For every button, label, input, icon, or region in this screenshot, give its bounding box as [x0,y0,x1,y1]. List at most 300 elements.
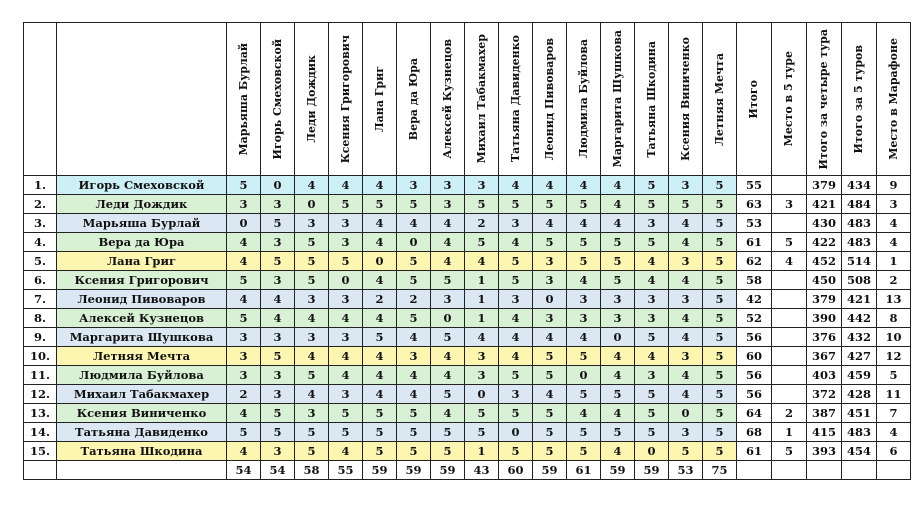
score-cell: 3 [635,214,669,233]
score-cell: 5 [397,309,431,328]
total-cell: 68 [737,423,772,442]
total5-cell: 432 [842,328,877,347]
total-cell: 56 [737,366,772,385]
marathon-cell: 7 [877,404,911,423]
score-cell: 3 [261,385,295,404]
score-cell: 5 [635,385,669,404]
marathon-cell: 12 [877,347,911,366]
score-cell: 3 [329,214,363,233]
score-cell: 5 [533,347,567,366]
score-cell: 3 [669,252,703,271]
score-cell: 3 [431,290,465,309]
total5-cell: 483 [842,233,877,252]
score-cell: 2 [363,290,397,309]
score-cell: 0 [465,385,499,404]
score-cell: 3 [601,309,635,328]
score-cell: 5 [431,423,465,442]
total5-cell: 508 [842,271,877,290]
score-cell: 5 [601,385,635,404]
participant-name: Маргарита Шушкова [57,328,227,347]
row-number: 6. [24,271,57,290]
score-cell: 5 [533,404,567,423]
marathon-label: Место в Марафоне [886,38,900,160]
place5-cell: 1 [772,423,807,442]
score-cell: 5 [567,233,601,252]
score-cell: 5 [533,233,567,252]
score-cell: 3 [329,233,363,252]
sums-empty-cell [807,461,842,480]
total-cell: 52 [737,309,772,328]
score-cell: 5 [261,347,295,366]
score-cell: 3 [261,233,295,252]
total4-cell: 452 [807,252,842,271]
score-cell: 3 [499,214,533,233]
score-cell: 4 [635,347,669,366]
score-cell: 4 [601,347,635,366]
participant-name: Людмила Буйлова [57,366,227,385]
score-cell: 4 [533,328,567,347]
score-cell: 3 [533,252,567,271]
score-cell: 4 [567,328,601,347]
score-cell: 4 [431,233,465,252]
total5-cell: 451 [842,404,877,423]
score-cell: 4 [227,404,261,423]
score-cell: 5 [703,385,737,404]
score-cell: 4 [329,176,363,195]
score-cell: 5 [261,423,295,442]
score-cell: 5 [533,366,567,385]
place5-cell [772,176,807,195]
row-number: 4. [24,233,57,252]
score-cell: 5 [601,233,635,252]
score-cell: 4 [261,290,295,309]
score-cell: 5 [431,328,465,347]
score-cell: 4 [363,271,397,290]
total-cell: 42 [737,290,772,309]
total5-cell: 483 [842,214,877,233]
header-judge [703,23,737,176]
score-cell: 5 [499,271,533,290]
participant-name: Игорь Смеховской [57,176,227,195]
score-cell: 5 [499,195,533,214]
marathon-cell: 4 [877,214,911,233]
table-row [24,404,911,423]
score-cell: 3 [635,309,669,328]
score-cell: 5 [533,423,567,442]
table-row [24,385,911,404]
header-judge [635,23,669,176]
score-cell: 5 [567,442,601,461]
score-cell: 5 [295,423,329,442]
score-cell: 5 [261,214,295,233]
total5-cell: 442 [842,309,877,328]
score-cell: 5 [567,423,601,442]
score-cell: 3 [635,366,669,385]
marathon-cell: 2 [877,271,911,290]
score-cell: 5 [703,252,737,271]
header-judge [363,23,397,176]
score-cell: 5 [703,442,737,461]
score-cell: 4 [567,271,601,290]
score-cell: 4 [363,233,397,252]
marathon-cell: 8 [877,309,911,328]
results-table-container [23,22,911,480]
row-number: 3. [24,214,57,233]
score-cell: 5 [703,176,737,195]
score-cell: 5 [227,309,261,328]
score-cell: 5 [227,423,261,442]
score-cell: 0 [431,309,465,328]
header-judge [329,23,363,176]
total4-cell: 422 [807,233,842,252]
header-judge [669,23,703,176]
place5-cell: 4 [772,252,807,271]
score-cell: 4 [329,442,363,461]
score-cell: 1 [465,271,499,290]
sums-empty-name [57,461,227,480]
header-judge [261,23,295,176]
table-row [24,271,911,290]
score-cell: 5 [533,195,567,214]
place5-cell [772,290,807,309]
score-cell: 3 [669,347,703,366]
total5-cell: 421 [842,290,877,309]
judge-name: Маргарита Шушкова [610,30,624,168]
participant-name: Леонид Пивоваров [57,290,227,309]
score-cell: 3 [261,195,295,214]
score-cell: 5 [567,385,601,404]
score-cell: 5 [703,271,737,290]
place5-cell [772,347,807,366]
score-cell: 4 [431,404,465,423]
total4-cell: 379 [807,176,842,195]
score-cell: 0 [669,404,703,423]
score-cell: 4 [635,271,669,290]
total-cell: 61 [737,233,772,252]
participant-name: Татьяна Давиденко [57,423,227,442]
score-cell: 5 [601,252,635,271]
score-cell: 3 [499,385,533,404]
score-cell: 4 [295,385,329,404]
judge-name: Ксения Григорович [338,34,352,164]
row-number: 2. [24,195,57,214]
judge-name: Леонид Пивоваров [542,37,556,161]
score-cell: 5 [703,233,737,252]
score-cell: 3 [397,347,431,366]
judge-name: Алексей Кузнецов [440,39,454,159]
score-cell: 5 [703,214,737,233]
header-total [737,23,772,176]
score-cell: 4 [227,290,261,309]
column-sum-cell: 54 [261,461,295,480]
total5-cell: 459 [842,366,877,385]
score-cell: 5 [567,195,601,214]
participant-name: Лана Григ [57,252,227,271]
header-judge [227,23,261,176]
header-judge [397,23,431,176]
score-cell: 0 [499,423,533,442]
score-cell: 4 [431,214,465,233]
header-total5 [842,23,877,176]
score-cell: 0 [533,290,567,309]
table-row [24,214,911,233]
score-cell: 4 [669,233,703,252]
score-cell: 0 [635,442,669,461]
header-judge [567,23,601,176]
score-cell: 3 [465,347,499,366]
score-cell: 4 [635,252,669,271]
score-cell: 4 [397,214,431,233]
marathon-cell: 11 [877,385,911,404]
total-label: Итого [747,79,760,119]
score-cell: 4 [227,442,261,461]
row-number: 11. [24,366,57,385]
column-sum-cell: 58 [295,461,329,480]
score-cell: 5 [363,442,397,461]
score-cell: 4 [295,347,329,366]
row-number: 8. [24,309,57,328]
score-cell: 5 [703,328,737,347]
score-cell: 5 [295,233,329,252]
score-cell: 4 [363,176,397,195]
place5-cell [772,309,807,328]
marathon-cell: 10 [877,328,911,347]
column-sum-cell: 53 [669,461,703,480]
score-cell: 5 [465,404,499,423]
score-cell: 3 [329,385,363,404]
results-body [24,176,911,480]
participant-name: Летняя Мечта [57,347,227,366]
score-cell: 4 [329,347,363,366]
score-cell: 4 [567,176,601,195]
column-sum-cell: 59 [431,461,465,480]
score-cell: 3 [227,347,261,366]
score-cell: 5 [499,442,533,461]
score-cell: 5 [295,366,329,385]
score-cell: 3 [295,214,329,233]
score-cell: 3 [533,271,567,290]
score-cell: 5 [703,195,737,214]
score-cell: 5 [499,404,533,423]
score-cell: 4 [499,233,533,252]
score-cell: 5 [397,423,431,442]
score-cell: 4 [397,385,431,404]
score-cell: 0 [397,233,431,252]
score-cell: 5 [465,423,499,442]
total5-cell: 484 [842,195,877,214]
score-cell: 4 [329,309,363,328]
score-cell: 4 [601,404,635,423]
table-row [24,309,911,328]
column-sum-cell: 75 [703,461,737,480]
score-cell: 0 [567,366,601,385]
score-cell: 5 [329,195,363,214]
score-cell: 5 [329,404,363,423]
score-cell: 2 [397,290,431,309]
score-cell: 5 [703,423,737,442]
score-cell: 4 [669,214,703,233]
total5-cell: 434 [842,176,877,195]
judge-name: Игорь Смеховской [270,38,284,160]
score-cell: 4 [363,385,397,404]
marathon-cell: 4 [877,233,911,252]
total-cell: 62 [737,252,772,271]
score-cell: 3 [669,176,703,195]
score-cell: 4 [227,233,261,252]
total5-label: Итого за 5 туров [852,44,865,154]
score-cell: 5 [635,176,669,195]
participant-name: Алексей Кузнецов [57,309,227,328]
score-cell: 3 [567,290,601,309]
total-cell: 56 [737,328,772,347]
score-cell: 4 [601,214,635,233]
total4-cell: 372 [807,385,842,404]
header-total4 [807,23,842,176]
participant-name: Вера да Юра [57,233,227,252]
score-cell: 3 [499,290,533,309]
judge-name: Марьяша Бурлай [236,42,250,156]
score-cell: 5 [499,252,533,271]
table-row [24,290,911,309]
score-cell: 3 [601,290,635,309]
score-cell: 5 [567,252,601,271]
score-cell: 3 [261,366,295,385]
total4-cell: 430 [807,214,842,233]
score-cell: 4 [601,176,635,195]
total4-cell: 376 [807,328,842,347]
score-cell: 3 [227,366,261,385]
place5-cell [772,385,807,404]
participant-name: Михаил Табакмахер [57,385,227,404]
column-sum-cell: 43 [465,461,499,480]
score-cell: 4 [363,347,397,366]
total4-cell: 450 [807,271,842,290]
column-sum-cell: 59 [397,461,431,480]
total4-cell: 390 [807,309,842,328]
judge-name: Лана Григ [372,65,386,133]
place5-cell [772,328,807,347]
judge-name: Ксения Виниченко [678,37,692,161]
place5-cell [772,214,807,233]
score-cell: 3 [261,442,295,461]
score-cell: 3 [295,404,329,423]
header-row [24,23,911,176]
score-cell: 5 [363,328,397,347]
score-cell: 4 [669,309,703,328]
score-cell: 5 [703,404,737,423]
place5-cell: 5 [772,233,807,252]
row-number: 10. [24,347,57,366]
score-cell: 5 [397,271,431,290]
place5-cell: 5 [772,442,807,461]
score-cell: 5 [295,442,329,461]
place5-cell: 2 [772,404,807,423]
score-cell: 5 [499,366,533,385]
score-cell: 5 [465,195,499,214]
header-judge [601,23,635,176]
score-cell: 5 [635,423,669,442]
score-cell: 3 [669,290,703,309]
score-cell: 2 [227,385,261,404]
marathon-cell: 1 [877,252,911,271]
table-row [24,442,911,461]
score-cell: 4 [465,252,499,271]
results-table [23,22,911,480]
score-cell: 0 [227,214,261,233]
table-row [24,176,911,195]
marathon-cell: 6 [877,442,911,461]
place5-cell [772,366,807,385]
score-cell: 3 [533,309,567,328]
score-cell: 0 [329,271,363,290]
score-cell: 5 [261,252,295,271]
judge-name: Татьяна Шкодина [644,40,658,158]
place5-cell: 3 [772,195,807,214]
total5-cell: 514 [842,252,877,271]
marathon-cell: 13 [877,290,911,309]
score-cell: 3 [567,309,601,328]
score-cell: 5 [703,347,737,366]
score-cell: 5 [261,404,295,423]
score-cell: 3 [295,290,329,309]
table-row [24,328,911,347]
participant-name: Ксения Григорович [57,271,227,290]
sums-empty-cell [772,461,807,480]
score-cell: 5 [397,252,431,271]
participant-name: Татьяна Шкодина [57,442,227,461]
column-sum-cell: 59 [363,461,397,480]
score-cell: 5 [635,328,669,347]
place5-cell [772,271,807,290]
row-number: 5. [24,252,57,271]
score-cell: 5 [227,176,261,195]
score-cell: 3 [465,366,499,385]
row-number: 15. [24,442,57,461]
header-place5 [772,23,807,176]
score-cell: 5 [295,252,329,271]
score-cell: 3 [227,328,261,347]
total4-cell: 403 [807,366,842,385]
score-cell: 1 [465,290,499,309]
score-cell: 0 [295,195,329,214]
column-sum-cell: 59 [533,461,567,480]
judge-name: Летняя Мечта [712,52,726,146]
row-number: 14. [24,423,57,442]
total4-cell: 387 [807,404,842,423]
score-cell: 3 [295,328,329,347]
score-cell: 5 [431,385,465,404]
score-cell: 4 [669,366,703,385]
score-cell: 4 [261,309,295,328]
table-row [24,423,911,442]
header-marathon [877,23,911,176]
column-sum-cell: 54 [227,461,261,480]
header-judge [465,23,499,176]
score-cell: 5 [703,366,737,385]
marathon-cell: 9 [877,176,911,195]
score-cell: 5 [363,195,397,214]
total4-cell: 421 [807,195,842,214]
sums-empty-cell [737,461,772,480]
row-number: 1. [24,176,57,195]
judge-name: Татьяна Давиденко [508,35,522,163]
score-cell: 3 [261,271,295,290]
score-cell: 1 [465,309,499,328]
column-sum-cell: 55 [329,461,363,480]
header-judge [431,23,465,176]
score-cell: 4 [499,347,533,366]
score-cell: 0 [601,328,635,347]
